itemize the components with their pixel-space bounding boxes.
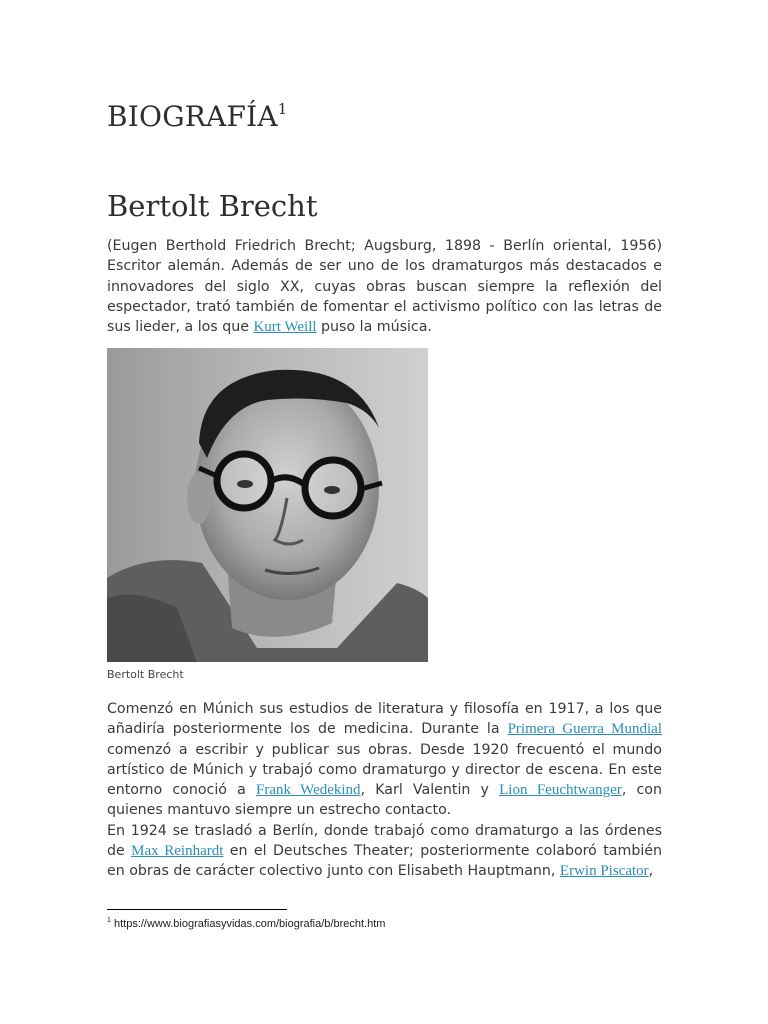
body-text: En 1924 se trasladó a Berlín, donde trabajó como dramaturgo a las órdenes de [107, 822, 662, 860]
portrait-image [107, 348, 428, 662]
intro-text-end: puso la música. [316, 319, 432, 336]
footnote-reference[interactable]: 1 [277, 100, 288, 118]
intro-text: (Eugen Berthold Friedrich Brecht; Augsburg, 1898 - Berlín oriental, 1956) Escritor alemán. Además de ser uno de los dramaturgos más destacados e innovadores del siglo XX, cuyas obras buscan siempre la reflexión del espectador, trató también de fomentar el activismo político con las letras de sus lieder, a los que [107, 238, 662, 336]
portrait-photo [107, 348, 428, 662]
link-primera-guerra-mundial[interactable]: Primera Guerra Mundial [507, 721, 663, 738]
photo-caption: Bertolt Brecht [107, 668, 184, 681]
footnote-url: https://www.biografiasyvidas.com/biografia/b/brecht.htm [113, 918, 386, 930]
link-kurt-weill[interactable]: Kurt Weill [253, 319, 317, 336]
body-text: en el Deutsches Theater; posteriormente colaboró también en obras de carácter colectivo junto con Elisabeth Hauptmann, [107, 843, 662, 880]
footnote-number: 1 [107, 917, 111, 924]
footnote [107, 917, 385, 930]
link-erwin-piscator[interactable]: Erwin Piscator [559, 863, 649, 880]
body-paragraph [107, 699, 662, 882]
body-text: comenzó a escribir y publicar sus obras. Desde 1920 frecuentó el mundo artístico de Múnich y trabajó como dramaturgo y director de escena. En este entorno conoció a [107, 741, 662, 799]
person-name-title: Bertolt Brecht [107, 189, 318, 223]
link-lion-feuchtwanger[interactable]: Lion Feuchtwanger [499, 782, 622, 799]
page-heading [107, 100, 288, 133]
body-text: , con quienes mantuvo siempre un estrecho contacto. [107, 782, 662, 819]
intro-paragraph [107, 236, 662, 337]
heading-text: BIOGRAFÍA [107, 100, 278, 133]
body-text: , [648, 863, 654, 880]
body-text: , Karl Valentin y [360, 782, 500, 799]
body-text: Comenzó en Múnich sus estudios de literatura y filosofía en 1917, a los que añadiría posteriormente los de medicina. Durante la [107, 701, 662, 738]
footnote-divider [107, 909, 287, 910]
link-frank-wedekind[interactable]: Frank Wedekind [255, 782, 361, 799]
link-max-reinhardt[interactable]: Max Reinhardt [131, 843, 224, 860]
